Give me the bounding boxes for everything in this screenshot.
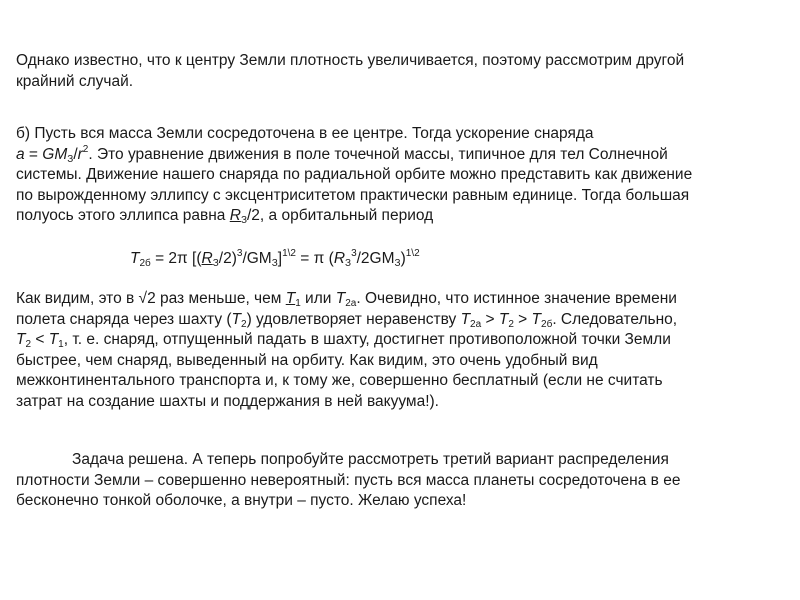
symbol-t: T <box>285 290 296 307</box>
symbol-t: T <box>460 310 471 328</box>
superscript: 3 <box>351 248 357 259</box>
symbol-gm: GM <box>42 145 68 163</box>
paragraph-comparison <box>16 289 786 412</box>
text-fragment: . Следовательно, <box>552 310 678 328</box>
superscript: 1\2 <box>282 248 296 259</box>
formula-fragment: = π ( <box>295 250 334 267</box>
symbol-a: a <box>16 145 25 163</box>
text-fragment: полуось этого эллипса равна <box>16 207 230 224</box>
text-line: Однако известно, что к центру Земли плотность увеличивается, поэтому рассмотрим другой <box>16 52 685 69</box>
text-line: б) Пусть вся масса Земли сосредоточена в ее центре. Тогда ускорение снаряда <box>16 125 594 142</box>
symbol-t: T <box>130 250 140 267</box>
text-line: системы. Движение нашего снаряда по радиальной орбите можно представить как движение <box>16 166 693 183</box>
superscript: 2 <box>82 143 89 155</box>
symbol-r: r <box>77 145 83 163</box>
paragraph-point-mass <box>16 124 786 227</box>
text-fragment: > <box>481 310 499 328</box>
subscript: 1 <box>295 298 301 309</box>
text-line: плотности Земли – совершенно невероятный: пусть вся масса планеты сосредоточена в ее <box>16 471 681 489</box>
text-fragment: . Очевидно, что истинное значение времени <box>356 290 677 307</box>
text-line: затрат на создание шахты и поддержания в ней вакуума!). <box>16 392 439 410</box>
subscript: 1 <box>58 339 64 350</box>
text-line: по вырожденному эллипсу с эксцентриситетом практически равным единице. Тогда большая <box>16 186 690 204</box>
text-fragment: или <box>300 290 336 307</box>
symbol-t: T <box>498 310 509 328</box>
subscript: 2 <box>508 318 514 330</box>
text-fragment: < <box>31 331 49 348</box>
text-fragment: /2, а орбитальный период <box>246 207 434 224</box>
subscript: З <box>394 258 401 269</box>
text-fragment: полета снаряда через шахту ( <box>16 310 232 328</box>
text-fragment: / <box>73 145 78 163</box>
subscript: 2a <box>345 298 357 309</box>
subscript: З <box>345 258 352 269</box>
symbol-t: T <box>335 290 346 307</box>
symbol-r: R <box>201 250 213 267</box>
subscript: 2 <box>241 318 247 330</box>
text-line-sqrt2 <box>16 289 786 310</box>
formula-fragment: /2) <box>218 250 237 267</box>
symbol-r: R <box>333 250 346 267</box>
subscript: 2 <box>25 339 32 350</box>
formula-fragment: ] <box>277 250 283 267</box>
subscript: 2б <box>139 258 151 269</box>
text-line: быстрее, чем снаряд, выведенный на орбиту. Как видим, это очень удобный вид <box>16 351 598 369</box>
paragraph-intro <box>16 51 786 92</box>
text-line: крайний случай. <box>16 72 134 90</box>
text-fragment: , т. е. снаряд, отпущенный падать в шахту, достигнет противоположной точки Земли <box>63 331 671 348</box>
text-fragment: ) удовлетворяет неравенству <box>246 310 461 328</box>
subscript: З <box>212 258 219 269</box>
text-line-inequality <box>16 310 786 331</box>
symbol-t: T <box>531 310 542 328</box>
text-line: межконтинентального транспорта и, к тому же, совершенно бесплатный (если не считать <box>16 372 663 389</box>
text-line-semiaxis <box>16 206 786 227</box>
symbol-t: T <box>231 310 242 328</box>
orbital-period-formula <box>130 250 420 268</box>
text-line: бесконечно тонкой оболочке, а внутри – пусто. Желаю успеха! <box>16 492 467 509</box>
formula-fragment: = 2π [( <box>150 250 202 267</box>
superscript: 1\2 <box>405 248 420 259</box>
text-line: Задача решена. А теперь попробуйте рассмотреть третий вариант распределения <box>72 451 669 468</box>
formula-fragment: /GM <box>242 250 272 267</box>
subscript: 2a <box>470 318 482 330</box>
subscript: З <box>67 153 74 165</box>
symbol-r: R <box>229 207 241 224</box>
text-fragment: > <box>513 310 532 328</box>
text-fragment: . Это уравнение движения в поле точечной массы, типичное для тел Солнечной <box>88 145 668 163</box>
subscript: 2б <box>541 318 553 330</box>
formula-fragment: ) <box>400 250 406 267</box>
symbol-t: T <box>16 331 26 348</box>
subscript: З <box>271 258 278 269</box>
text-fragment: = <box>24 145 43 163</box>
paragraph-final <box>16 450 786 512</box>
text-line-conclusion <box>16 330 786 351</box>
text-line-acceleration <box>16 145 786 166</box>
subscript: З <box>240 215 247 226</box>
symbol-t: T <box>48 331 59 348</box>
superscript: 3 <box>236 248 243 259</box>
text-fragment: Как видим, это в √2 раз меньше, чем <box>16 290 286 307</box>
formula-fragment: /2GM <box>356 250 395 267</box>
